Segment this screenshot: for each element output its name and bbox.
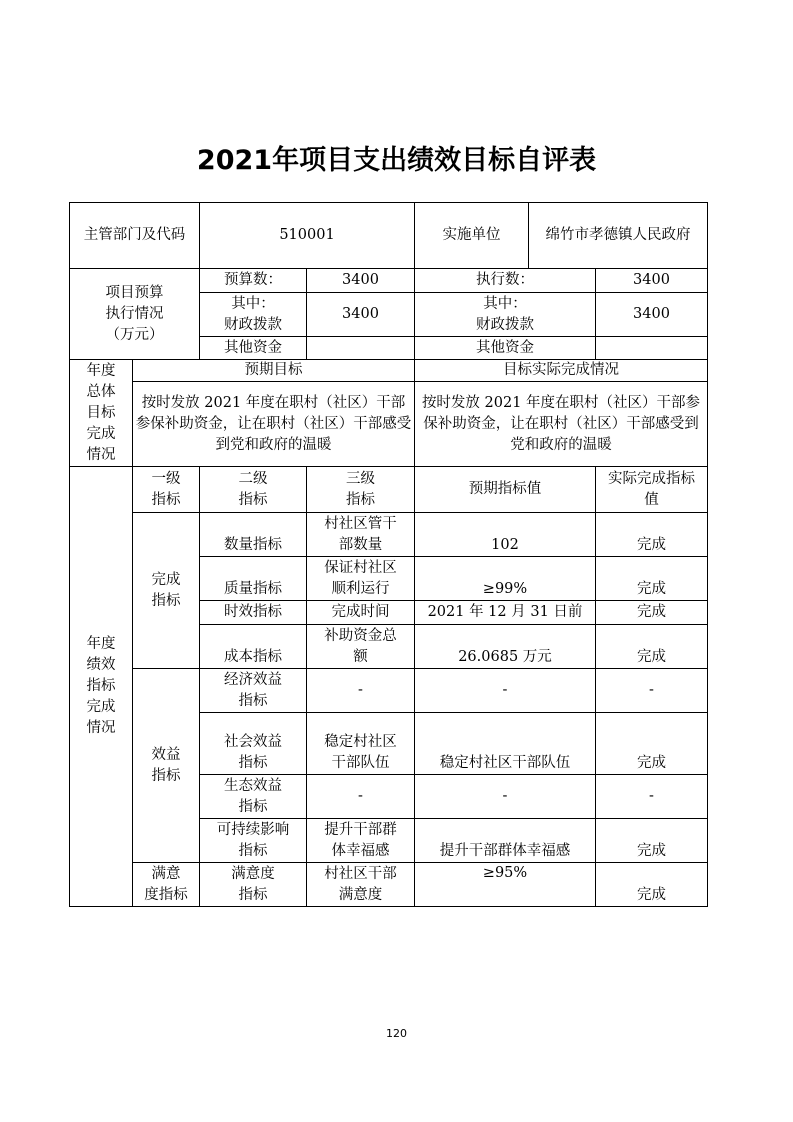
row-actual: - [596, 669, 708, 713]
row-expected: ≥95% [415, 863, 596, 907]
row-expected: - [415, 775, 596, 819]
row-level2: 满意度 指标 [200, 863, 307, 907]
page-title: 2021年项目支出绩效目标自评表 [196, 145, 597, 176]
exec-amount-label: 执行数： [415, 269, 596, 293]
row-level2: 质量指标 [200, 557, 307, 601]
row-level2: 生态效益 指标 [200, 775, 307, 819]
other-funds-value [307, 337, 415, 360]
col-expected-header: 预期指标值 [415, 467, 596, 513]
fiscal-budget-label: 其中： 财政拨款 [200, 293, 307, 337]
row-expected: 26.0685 万元 [415, 625, 596, 669]
row-level3: 村社区干部 满意度 [307, 863, 415, 907]
budget-amount-label: 预算数： [200, 269, 307, 293]
other-funds-exec-value [596, 337, 708, 360]
row-level2: 经济效益 指标 [200, 669, 307, 713]
other-funds-exec-label: 其他资金 [415, 337, 596, 360]
row-expected: 稳定村社区干部队伍 [415, 713, 596, 775]
fiscal-exec-value: 3400 [596, 293, 708, 337]
row-level2: 时效指标 [200, 601, 307, 625]
group-satisfaction: 满意 度指标 [133, 863, 200, 907]
col-level1-header: 一级 指标 [133, 467, 200, 513]
col-level2-header: 二级 指标 [200, 467, 307, 513]
row-actual: 完成 [596, 625, 708, 669]
row-level3: 保证村社区 顺利运行 [307, 557, 415, 601]
row-expected: ≥99% [415, 557, 596, 601]
page-number: 120 [386, 1027, 407, 1040]
row-expected: 提升干部群体幸福感 [415, 819, 596, 863]
budget-label: 项目预算 执行情况 （万元） [70, 269, 200, 360]
row-actual: 完成 [596, 601, 708, 625]
row-expected: - [415, 669, 596, 713]
performance-table [69, 202, 708, 907]
row-actual: 完成 [596, 863, 708, 907]
unit-name: 绵竹市孝德镇人民政府 [529, 203, 708, 269]
dept-label: 主管部门及代码 [70, 203, 200, 269]
unit-label: 实施单位 [415, 203, 529, 269]
group-benefit: 效益 指标 [133, 669, 200, 863]
row-level2: 数量指标 [200, 513, 307, 557]
row-actual: 完成 [596, 513, 708, 557]
fiscal-exec-label: 其中： 财政拨款 [415, 293, 596, 337]
indicator-section-label: 年度 绩效 指标 完成 情况 [70, 467, 133, 907]
row-level3: 村社区管干 部数量 [307, 513, 415, 557]
row-level2: 成本指标 [200, 625, 307, 669]
expected-goal-text: 按时发放 2021 年度在职村（社区）干部参保补助资金，让在职村（社区）干部感受到党和政府的温暖 [133, 382, 415, 467]
col-actual-header: 实际完成指标 值 [596, 467, 708, 513]
annual-goal-label: 年度 总体 目标 完成 情况 [70, 360, 133, 467]
row-actual: 完成 [596, 819, 708, 863]
row-actual: - [596, 775, 708, 819]
dept-code: 510001 [200, 203, 415, 269]
row-actual: 完成 [596, 557, 708, 601]
group-completion: 完成 指标 [133, 513, 200, 669]
row-level3: 完成时间 [307, 601, 415, 625]
row-level3: 稳定村社区 干部队伍 [307, 713, 415, 775]
exec-amount-value: 3400 [596, 269, 708, 293]
row-expected: 102 [415, 513, 596, 557]
row-expected: 2021 年 12 月 31 日前 [415, 601, 596, 625]
row-level3: - [307, 775, 415, 819]
fiscal-budget-value: 3400 [307, 293, 415, 337]
row-actual: 完成 [596, 713, 708, 775]
row-level2: 可持续影响 指标 [200, 819, 307, 863]
row-level3: 提升干部群 体幸福感 [307, 819, 415, 863]
row-level3: 补助资金总 额 [307, 625, 415, 669]
budget-amount-value: 3400 [307, 269, 415, 293]
actual-goal-text: 按时发放 2021 年度在职村（社区）干部参保补助资金，让在职村（社区）干部感受到党和政府的温暖 [415, 382, 708, 467]
expected-goal-header: 预期目标 [133, 360, 415, 382]
col-level3-header: 三级 指标 [307, 467, 415, 513]
actual-goal-header: 目标实际完成情况 [415, 360, 708, 382]
row-level2: 社会效益 指标 [200, 713, 307, 775]
row-level3: - [307, 669, 415, 713]
other-funds-label: 其他资金 [200, 337, 307, 360]
